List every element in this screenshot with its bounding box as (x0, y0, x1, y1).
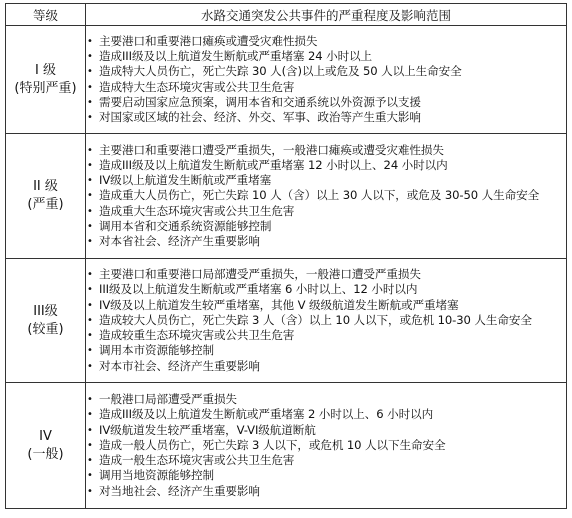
list-item: • 造成较重生态环境灾害或公共卫生危害 (86, 328, 566, 343)
severity-table (5, 3, 567, 509)
table-row (6, 134, 567, 259)
level-description: (一般) (27, 446, 64, 462)
list-item: • 主要港口和重要港口瘫痪或遭受灾难性损失 (86, 34, 566, 49)
table-row (6, 26, 567, 134)
list-item: • 调用本市资源能够控制 (86, 343, 566, 358)
list-item: • 造成III级及以上航道发生断航或严重堵塞 24 小时以上 (86, 49, 566, 64)
list-item: • IV级及以上航道发生较严重堵塞，其他 V 级级航道发生断航或严重堵塞 (86, 298, 566, 313)
criteria-cell (86, 259, 567, 383)
criteria-list (86, 267, 566, 373)
list-item: • 造成较大人员伤亡，死亡失踪 3 人（含）以上 10 人以下，或危机 10-30 人生命安全 (86, 313, 566, 328)
list-item: • 对国家或区域的社会、经济、外交、军事、政治等产生重大影响 (86, 110, 566, 125)
criteria-cell (86, 383, 567, 509)
criteria-list (86, 143, 566, 249)
header-level: 等级 (6, 4, 86, 26)
list-item: • 造成特大人员伤亡，死亡失踪 30 人(含)以上或危及 50 人以上生命安全 (86, 64, 566, 79)
list-item: • 对本市社会、经济产生重要影响 (86, 359, 566, 374)
level-description: (严重) (27, 197, 64, 212)
list-item: • 主要港口和重要港口遭受严重损失，一般港口瘫痪或遭受灾难性损失 (86, 143, 566, 158)
list-item: • 造成一般人员伤亡，死亡失踪 3 人以下，或危机 10 人以下生命安全 (86, 438, 566, 453)
criteria-list (86, 34, 566, 125)
list-item: • 调用当地资源能够控制 (86, 468, 566, 483)
level-description: (特别严重) (14, 80, 77, 96)
list-item: • 需要启动国家应急预案，调用本省和交通系统以外资源予以支援 (86, 95, 566, 110)
level-description: (较重) (27, 321, 64, 337)
level-name: III级 (33, 303, 58, 319)
list-item: • 造成重大生态环境灾害或公共卫生危害 (86, 204, 566, 219)
level-cell (6, 259, 86, 383)
list-item: • 对当地社会、经济产生重要影响 (86, 484, 566, 499)
list-item: • 一般港口局部遭受严重损失 (86, 392, 566, 407)
criteria-cell (86, 134, 567, 259)
header-scope: 水路交通突发公共事件的严重程度及影响范围 (86, 4, 567, 26)
list-item: • 主要港口和重要港口局部遭受严重损失，一般港口遭受严重损失 (86, 267, 566, 282)
list-item: • 造成特大生态环境灾害或公共卫生危害 (86, 80, 566, 95)
table-row (6, 383, 567, 509)
level-name: IV (39, 428, 52, 444)
list-item: • 造成一般生态环境灾害或公共卫生危害 (86, 453, 566, 468)
list-item: • III级及以上航道发生断航或严重堵塞 6 小时以上、12 小时以内 (86, 282, 566, 297)
level-cell (6, 134, 86, 259)
level-name: I 级 (35, 62, 56, 78)
criteria-list (86, 392, 566, 498)
level-cell (6, 26, 86, 134)
header-row (6, 4, 567, 26)
level-name: II 级 (33, 179, 58, 194)
list-item: • 造成重大人员伤亡，死亡失踪 10 人（含）以上 30 人以下，或危及 30-50 人生命安全 (86, 188, 566, 203)
list-item: • 造成III级及以上航道发生断航或严重堵塞 2 小时以上、6 小时以内 (86, 407, 566, 422)
criteria-cell (86, 26, 567, 134)
list-item: • 对本省社会、经济产生重要影响 (86, 234, 566, 249)
list-item: • IV级以上航道发生断航或严重堵塞 (86, 173, 566, 188)
list-item: • 调用本省和交通系统资源能够控制 (86, 219, 566, 234)
list-item: • IV级航道发生较严重堵塞，V-VI级航道断航 (86, 423, 566, 438)
table-row (6, 259, 567, 383)
level-cell (6, 383, 86, 509)
list-item: • 造成III级及以上航道发生断航或严重堵塞 12 小时以上、24 小时以内 (86, 158, 566, 173)
